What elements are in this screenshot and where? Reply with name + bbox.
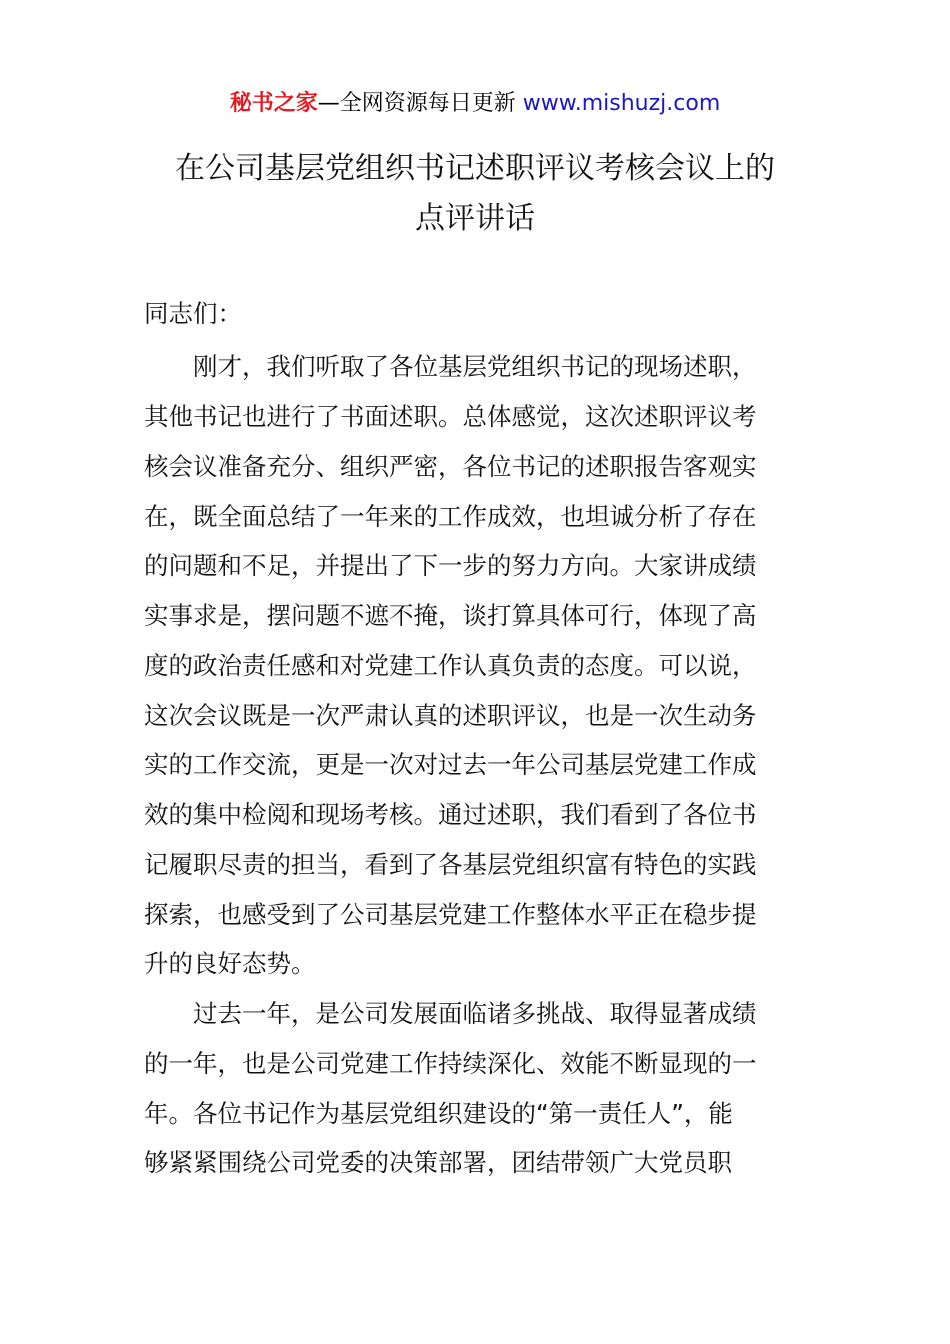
body-line: 实的工作交流，更是一次对过去一年公司基层党建工作成 (144, 750, 757, 779)
banner-tagline: —全网资源每日更新 (317, 91, 523, 116)
body-line: 年。各位书记作为基层党组织建设的“第一责任人”，能 (144, 1099, 733, 1128)
body-line: 的一年，也是公司党建工作持续深化、效能不断显现的一 (144, 1049, 757, 1078)
site-url-link[interactable]: www.mishuzj.com (522, 91, 721, 116)
body-line: 记履职尽责的担当，看到了各基层党组织富有特色的实践 (144, 850, 757, 879)
document-title-line-2: 点评讲话 (415, 201, 535, 236)
body-line: 这次会议既是一次严肃认真的述职评议，也是一次生动务 (144, 701, 757, 730)
body-line: 核会议准备充分、组织严密，各位书记的述职报告客观实 (144, 452, 757, 481)
brand-name: 秘书之家 (229, 91, 318, 116)
body-line: 的问题和不足，并提出了下一步的努力方向。大家讲成绩 (144, 551, 757, 580)
body-line: 其他书记也进行了书面述职。总体感觉，这次述职评议考 (144, 402, 757, 431)
body-line: 实事求是，摆问题不遮不掩，谈打算具体可行，体现了高 (144, 601, 757, 630)
salutation: 同志们： (144, 299, 242, 328)
document-title-line-1: 在公司基层党组织书记述职评议考核会议上的 (175, 151, 775, 186)
body-line: 在，既全面总结了一年来的工作成效，也坦诚分析了存在 (144, 502, 757, 531)
body-line: 探索，也感受到了公司基层党建工作整体水平正在稳步提 (144, 900, 757, 929)
body-line: 效的集中检阅和现场考核。通过述职，我们看到了各位书 (144, 800, 757, 829)
site-banner (0, 88, 950, 120)
body-line: 度的政治责任感和对党建工作认真负责的态度。可以说， (144, 651, 757, 680)
body-line: 过去一年，是公司发展面临诸多挑战、取得显著成绩 (144, 999, 757, 1028)
body-line: 升的良好态势。 (144, 949, 316, 978)
body-line: 刚才，我们听取了各位基层党组织书记的现场述职， (144, 352, 757, 381)
body-line: 够紧紧围绕公司党委的决策部署，团结带领广大党员职 (144, 1148, 732, 1177)
